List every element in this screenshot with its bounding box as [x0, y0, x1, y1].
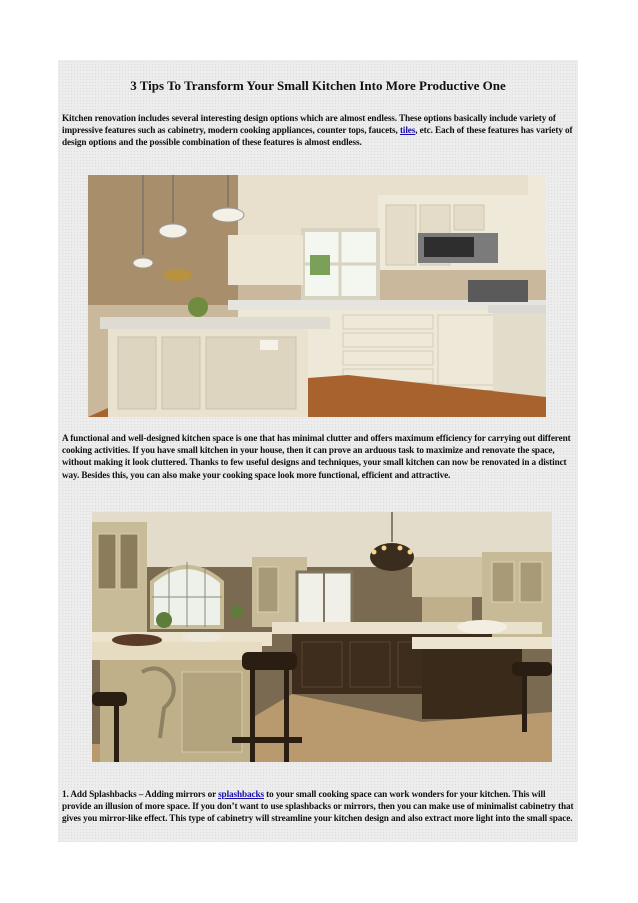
- splashbacks-link[interactable]: splashbacks: [218, 789, 264, 799]
- tiles-link[interactable]: tiles: [399, 125, 416, 136]
- white-kitchen-photo: [88, 175, 546, 417]
- document-page: [58, 60, 578, 842]
- article-title: 3 Tips To Transform Your Small Kitchen Into More Productive One: [130, 78, 506, 93]
- intro-text-before: Kitchen renovation includes several interesting design options which are almost endless. These options basically include variety of impressive features such as cabinetry, modern cooking appliances, counter tops, faucets,: [62, 113, 556, 136]
- tip1-text-after: to your small cooking space can work wonders for your kitchen. This will provide an illusion of more space. If you don’t want to use splashbacks or mirrors, then you can make use of minimalist cabinetry that gives you mirror-like effect. This type of cabinetry will streamline your kitchen design and also extract more light into the small space.: [62, 789, 574, 824]
- intro-paragraph: [62, 112, 574, 149]
- rustic-kitchen-photo: [92, 512, 552, 762]
- intro-text-after: , etc. Each of these features has variety of design options and the possible combination of these features is almost endless.: [62, 125, 573, 148]
- body-paragraph: A functional and well-designed kitchen space is one that has minimal clutter and offers maximum efficiency for carrying out different cooking activities. If you have small kitchen in your house, then it can prove an arduous task to maximize and renovate the space, without making it look cluttered. Thanks to few useful designs and techniques, your small kitchen can now be renovated in a distinct way. Besides this, you can also make your cooking space look more functional, efficient and attractive.: [62, 433, 571, 480]
- tip1-text-before: 1. Add Splashbacks – Adding mirrors or: [62, 789, 219, 799]
- tip1-paragraph: [62, 788, 574, 825]
